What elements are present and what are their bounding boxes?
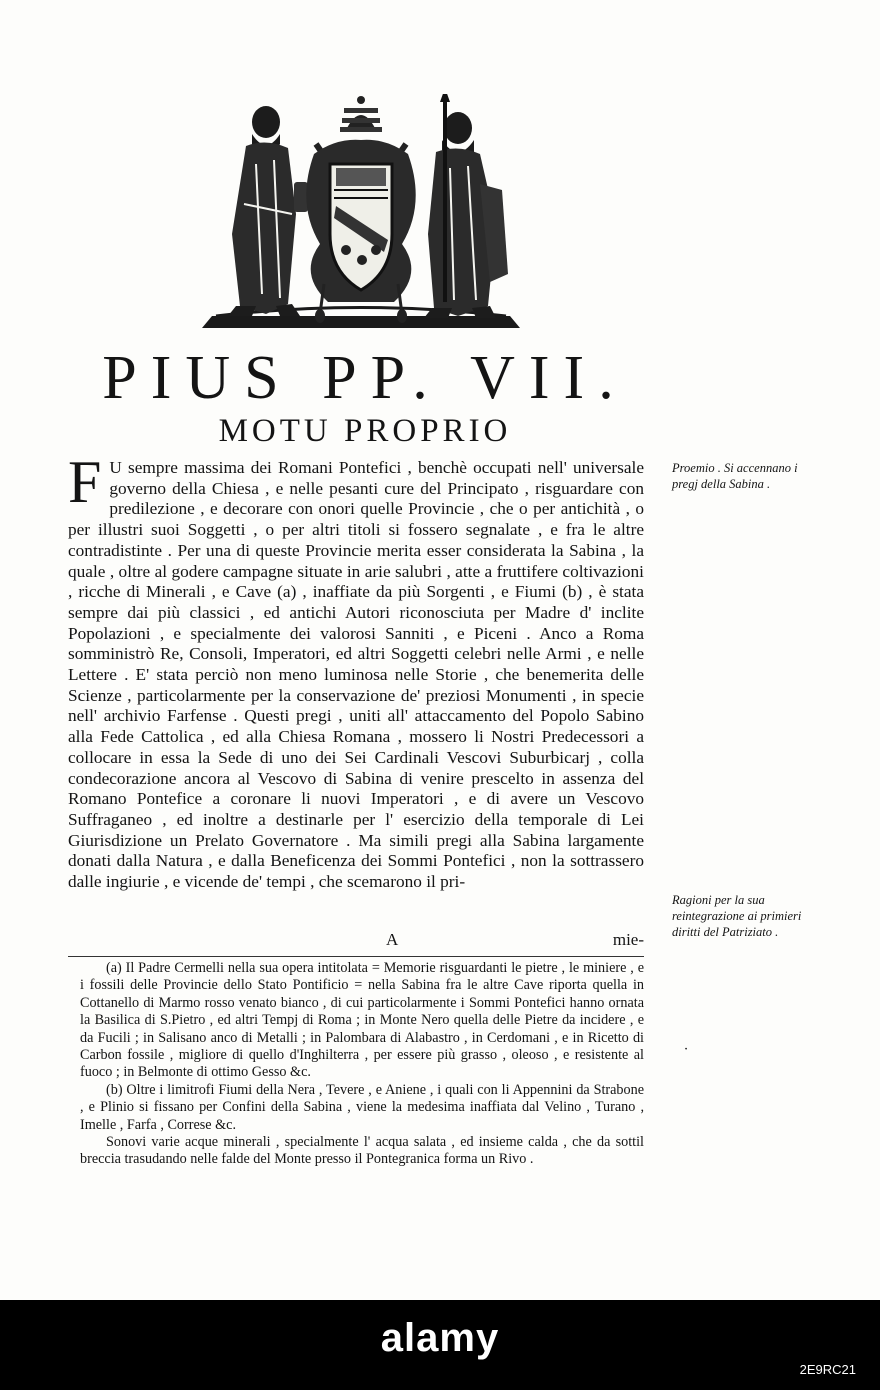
document-subtitle: MOTU PROPRIO [218,413,512,449]
margin-dot: · [684,1042,689,1057]
body-paragraph: U sempre massima dei Romani Pontefici , benchè occupati nell' universale governo della Chiesa , e nelle pesanti cure del Principato , risguardare con predilezione , e decorare con onori quelle Provincie , che o per antichità , o per illustri suoi Soggetti , o per altri titoli si fossero segnalate , e fra le altre contradistinte . Per una di queste Provincie merita esser considerata la Sabina , la quale , oltre al godere campagne situate in arie salubri , atte a fruttifere coltivazioni , ricche di Minerali , e Cave (a) , inaffiate da più Sorgenti , e Fiumi (b) , è stata sempre dai più classici , ed antichi Autori riconosciuta per Madre d' inclite Popolazioni , e specialmente dei valorosi Sanniti , e Piceni . Anco a Roma somministrò Re, Consoli, Imperatori, ed altri Soggetti celebri nelle Armi , e nelle Lettere . E' stata perciò non meno luminosa nelle Storie , che benemerita delle Scienze , particolarmente per la conservazione de' preziosi Monumenti , in specie nell' archivio Farfense . Questi pregi , uniti all' attaccamento del Popolo Sabino alla Fede Cattolica , ed alla Chiesa Romana , mossero li Nostri Predecessori a collocare in essa la Sede di uno dei Sei Cardinali Vescovi Suburbicarj , colla condecorazione ancora al Vescovo di Sabina di venire prescelto in assenza del Romano Pontefice a coronare li nuovi Imperatori , e di avere un Vescovo Suffraganeo , ed inoltre a destinarle per l' esercizio della temporale di Lei Giurisdizione un Prelato Governatore . Ma simili pregi alla Sabina largamente donati dalla Natura , e dalla Beneficenza dei Sommi Pontefici , non la sottrassero dalle ingiurie , e vicende de' tempi , che scemarono il pri- [68,458,644,892]
document-title: PIUS PP. VII. [102,344,628,412]
footnote-a: (a) Il Padre Cermelli nella sua opera intitolata = Memorie risguardanti le pietre , le miniere , e i fossili delle Provincie dello Stato Pontificio = nella Sabina fra le altre Cave riporta quella in Cottanello di Marmo rosso venato bianco , di cui particolarmente i Sommi Pontefici hanno ornata la Basilica di S.Pietro , ed altri Tempj di Roma ; in Monte Nero quella delle Pietre da incidere , e da Fucili ; in Salisano anco di Metalli ; in Palombara di Alabastro , in Cerdomani , e in Ricetto di Carbon fossile , migliore di quello d'Inghilterra , per essere più grasso , oleoso , e resistente al fuoco ; in Belmonte di ottimo Gesso &c. [80,960,644,1081]
stock-logo: alamy [380,1316,500,1360]
signature-mark: A [386,930,399,949]
margin-note-ragioni: Ragioni per la sua reintegrazione ai primieri diritti del Patriziato . [672,893,802,939]
signature-line [68,930,644,952]
footnote-b: (b) Oltre i limitrofi Fiumi della Nera , Tevere , e Aniene , i quali con li Appennini da Strabone , e Plinio si fissano per Confini della Sabina , viene la medesima inaffiata dal Velino , Turano , Imelle , Farfa , Correse &c. [80,1081,644,1133]
footnote-c: Sonovi varie acque minerali , specialmente l' acqua salata , ed insieme calda , che da sottil breccia trasudando nelle falde del Monte presso il Pontegranica forma un Rivo . [80,1134,644,1168]
footnotes [80,960,644,1169]
margin-note-proemio: Proemio . Si accennano i pregj della Sabina . [672,461,798,491]
main-text [68,449,644,893]
drop-cap: F [68,449,102,515]
coat-of-arms-emblem [196,94,526,334]
footnote-divider [68,956,644,957]
stock-image-id: 2E9RC21 [799,1362,856,1377]
catchword: mie- [612,930,644,949]
